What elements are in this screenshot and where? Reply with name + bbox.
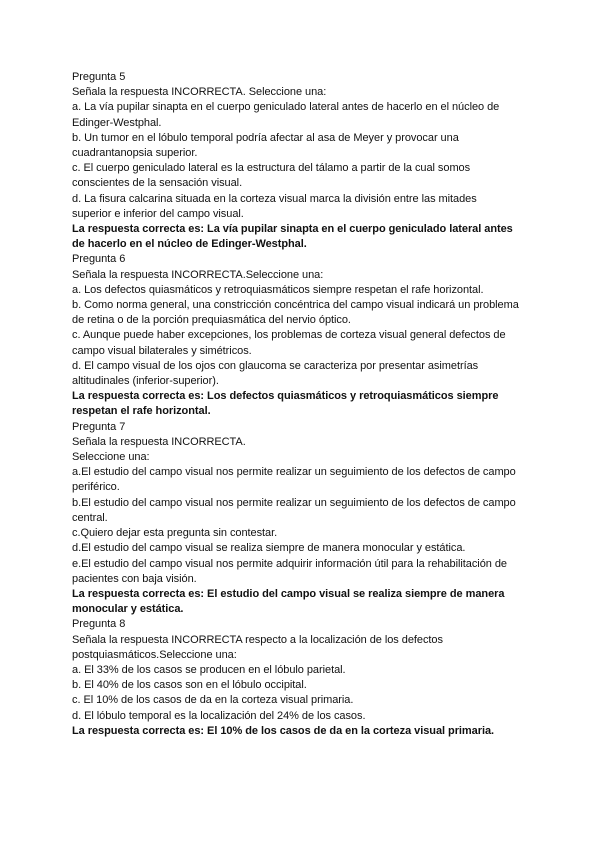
correct-answer: La respuesta correcta es: El 10% de los casos de da en la corteza visual primaria. xyxy=(72,724,495,737)
question-6 xyxy=(72,252,542,419)
option-e-cont: pacientes con baja visión. xyxy=(72,572,197,585)
option-d-cont: superior e inferior del campo visual. xyxy=(72,207,244,220)
document-body xyxy=(72,70,542,739)
option-b: b. Como norma general, una constricción concéntrica del campo visual indicará un problema xyxy=(72,299,519,312)
correct-answer: La respuesta correcta es: La vía pupilar sinapta en el cuerpo geniculado lateral antes xyxy=(72,223,513,236)
option-c: c. Aunque puede haber excepciones, los problemas de corteza visual general defectos de xyxy=(72,329,506,342)
option-a: a. Los defectos quiasmáticos y retroquiasmáticos siempre respetan el rafe horizontal. xyxy=(72,283,484,296)
question-title: Pregunta 5 xyxy=(72,71,126,83)
option-c-cont: campo visual bilaterales y simétricos. xyxy=(72,344,252,357)
option-a: a.El estudio del campo visual nos permite realizar un seguimiento de los defectos de campo xyxy=(72,466,516,479)
option-b-cont: cuadrantanopsia superior. xyxy=(72,147,198,160)
correct-answer-cont: de hacerlo en el núcleo de Edinger-Westphal. xyxy=(72,238,307,251)
option-d: d. La fisura calcarina situada en la corteza visual marca la división entre las mitades xyxy=(72,192,477,205)
option-d: d.El estudio del campo visual se realiza siempre de manera monocular y estática. xyxy=(72,542,466,555)
correct-answer: La respuesta correcta es: El estudio del campo visual se realiza siempre de manera xyxy=(72,587,505,600)
option-b-cont: central. xyxy=(72,511,108,524)
option-b: b.El estudio del campo visual nos permite realizar un seguimiento de los defectos de campo xyxy=(72,496,516,509)
question-instruction: Seleccione una: xyxy=(72,451,150,464)
option-d: d. El campo visual de los ojos con glaucoma se caracteriza por presentar asimetrías xyxy=(72,359,479,372)
question-7 xyxy=(72,420,542,618)
option-d: d. El lóbulo temporal es la localización del 24% de los casos. xyxy=(72,709,366,722)
question-prompt: Señala la respuesta INCORRECTA. xyxy=(72,435,246,448)
option-b-cont: de retina o de la porción prequiasmática del nervio óptico. xyxy=(72,314,351,327)
option-c: c. El cuerpo geniculado lateral es la estructura del tálamo a partir de la cual somos xyxy=(72,162,471,175)
question-5 xyxy=(72,70,542,252)
correct-answer-cont: respetan el rafe horizontal. xyxy=(72,405,211,418)
option-d-cont: altitudinales (inferior-superior). xyxy=(72,375,219,388)
question-prompt: Señala la respuesta INCORRECTA.Seleccione una: xyxy=(72,268,324,281)
option-e: e.El estudio del campo visual nos permite adquirir información útil para la rehabilitación de xyxy=(72,557,507,570)
question-prompt: Señala la respuesta INCORRECTA respecto a la localización de los defectos xyxy=(72,633,443,646)
option-b: b. Un tumor en el lóbulo temporal podría afectar al asa de Meyer y provocar una xyxy=(72,131,459,144)
option-a: a. La vía pupilar sinapta en el cuerpo geniculado lateral antes de hacerlo en el núcleo de xyxy=(72,101,500,114)
question-8 xyxy=(72,617,542,739)
option-c-cont: conscientes de la sensación visual. xyxy=(72,177,243,190)
question-title: Pregunta 7 xyxy=(72,420,126,433)
correct-answer-cont: monocular y estática. xyxy=(72,603,184,616)
question-prompt-cont: postquiasmáticos.Seleccione una: xyxy=(72,648,237,661)
option-a: a. El 33% de los casos se producen en el lóbulo parietal. xyxy=(72,663,346,676)
question-prompt: Señala la respuesta INCORRECTA. Seleccione una: xyxy=(72,86,327,99)
option-c: c.Quiero dejar esta pregunta sin contestar. xyxy=(72,527,278,540)
option-b: b. El 40% de los casos son en el lóbulo occipital. xyxy=(72,679,307,692)
question-title: Pregunta 6 xyxy=(72,253,126,266)
correct-answer: La respuesta correcta es: Los defectos quiasmáticos y retroquiasmáticos siempre xyxy=(72,390,499,403)
option-c: c. El 10% de los casos de da en la corteza visual primaria. xyxy=(72,694,354,707)
option-a-cont: periférico. xyxy=(72,481,120,494)
option-a-cont: Edinger-Westphal. xyxy=(72,116,162,129)
question-title: Pregunta 8 xyxy=(72,618,126,631)
